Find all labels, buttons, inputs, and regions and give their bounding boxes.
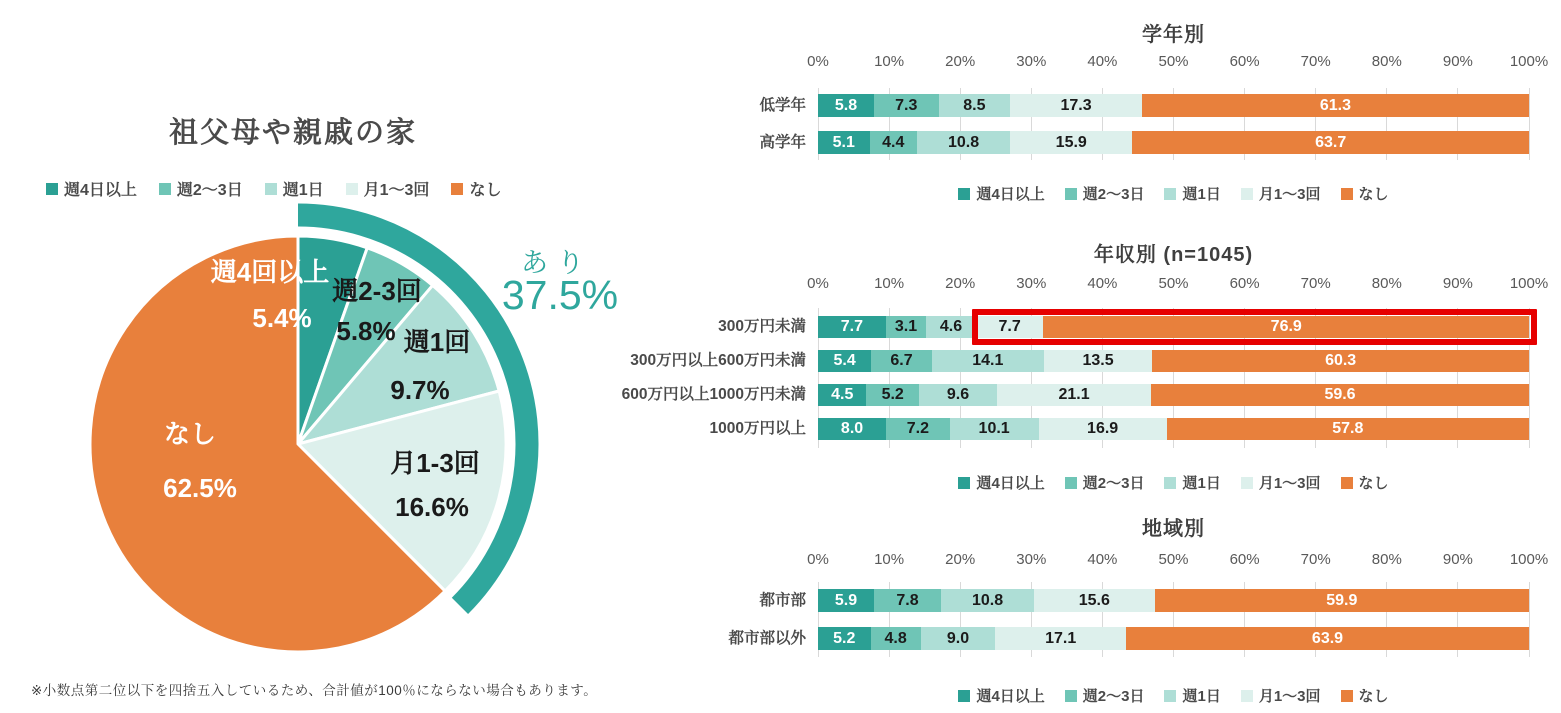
legend-label: 週4日以上 (976, 688, 1045, 705)
axis-tick-label: 10% (874, 551, 905, 568)
bar-segment (1167, 418, 1529, 440)
bars-area (818, 88, 1529, 160)
bar-segment-value: 9.0 (946, 629, 970, 647)
stacked-bar-row (818, 350, 1529, 372)
axis-tick-label: 90% (1442, 275, 1473, 292)
bar-plot (586, 88, 1529, 160)
legend-item (1241, 183, 1321, 204)
legend-item (46, 177, 137, 200)
pie-slice-label: 週1回 (403, 327, 471, 357)
legend-item (265, 177, 324, 200)
bar-segment-value: 4.8 (884, 629, 907, 647)
bars-area (818, 308, 1529, 448)
legend-swatch-icon (1341, 477, 1353, 489)
axis-tick-label: 30% (1016, 53, 1047, 70)
bar-segment-value: 7.3 (895, 96, 918, 114)
pie-chart-panel (0, 0, 620, 713)
bar-segment (1010, 94, 1142, 117)
bar-segment-value: 10.8 (947, 133, 980, 151)
row-label: 高学年 (759, 134, 806, 151)
legend-item (1341, 183, 1389, 204)
bar-segment-value: 57.8 (1332, 420, 1364, 437)
bar-segment (1039, 418, 1167, 440)
bar-segment-value: 4.6 (939, 318, 963, 335)
axis-tick-label: 50% (1158, 551, 1189, 568)
row-label-column (586, 88, 818, 160)
legend-label: なし (1358, 186, 1389, 203)
pie-slice-label: なし (163, 419, 216, 449)
axis-tick-label: 40% (1087, 551, 1118, 568)
axis-tick-label: 100% (1509, 53, 1549, 70)
bar-segment (939, 94, 1011, 117)
bar-segment-value: 21.1 (1058, 386, 1090, 403)
row-label: 都市部以外 (728, 630, 806, 647)
axis-tick-label: 40% (1087, 53, 1118, 70)
bar-segment-value: 7.2 (906, 420, 929, 437)
legend-label: 週2〜3日 (176, 182, 243, 199)
bar-segment (1010, 131, 1132, 154)
axis-tick-label: 20% (945, 551, 976, 568)
axis-tick-label: 60% (1229, 275, 1260, 292)
bar-segment-value: 9.6 (946, 386, 970, 403)
legend-swatch-icon (1341, 690, 1353, 702)
axis-tick-label: 70% (1300, 275, 1331, 292)
pie-slice-value: 5.8% (336, 316, 396, 346)
bar-segment (871, 627, 921, 650)
legend-swatch-icon (1241, 690, 1253, 702)
bars-area (818, 582, 1529, 657)
axis-tick-label: 80% (1371, 53, 1402, 70)
legend-label: 週2〜3日 (1082, 186, 1145, 203)
axis-tick-label: 90% (1442, 53, 1473, 70)
row-label: 300万円未満 (718, 318, 806, 335)
legend-item (1065, 183, 1145, 204)
bar-segment-value: 5.2 (881, 386, 904, 403)
legend-swatch-icon (958, 477, 970, 489)
bar-segment (870, 131, 917, 154)
bar-segment (818, 94, 874, 117)
bar-segment-value: 10.1 (978, 420, 1010, 437)
row-label-column (586, 308, 818, 448)
bar-segment-value: 5.8 (834, 96, 858, 114)
axis-tick-label: 90% (1442, 551, 1473, 568)
stacked-bar-row (818, 627, 1529, 650)
pie-annotation-label: あり (521, 248, 593, 278)
bar-segment-value: 61.3 (1319, 96, 1351, 114)
axis-tick-label: 50% (1158, 53, 1189, 70)
axis-tick-label: 0% (807, 551, 829, 568)
axis-tick-label: 30% (1016, 275, 1047, 292)
legend-label: 月1〜3回 (1258, 475, 1321, 492)
legend-label: 月1〜3回 (1258, 186, 1321, 203)
pie-chart-title: 祖父母や親戚の家 (168, 117, 417, 149)
bar-segment (1142, 94, 1529, 117)
bar-segment (950, 418, 1039, 440)
bar-segment-value: 7.8 (896, 591, 919, 609)
bar-chart-title: 年収別 (n=1045) (1093, 244, 1254, 266)
bar-segment-value: 63.7 (1315, 133, 1347, 151)
bar-segment (926, 316, 975, 338)
legend-swatch-icon (1164, 477, 1176, 489)
bar-segment (1151, 384, 1529, 406)
axis-tick-label: 50% (1158, 275, 1189, 292)
legend-swatch-icon (1065, 188, 1077, 200)
legend-label: 週1日 (282, 182, 324, 199)
bar-chart-legend (818, 183, 1529, 204)
bar-segment (818, 418, 886, 440)
legend-label: 週4日以上 (64, 182, 137, 199)
bar-chart-income (586, 238, 1549, 493)
pie-slice-label: 週4回以上 (210, 257, 330, 287)
bar-plot (586, 582, 1529, 657)
stacked-bar-row (818, 589, 1529, 612)
x-axis (807, 551, 1549, 571)
legend-label: 月1〜3回 (1258, 688, 1321, 705)
stacked-bar-row (818, 384, 1529, 406)
bar-segment (874, 589, 941, 612)
bar-segment (941, 589, 1034, 612)
bar-segment-value: 5.1 (832, 133, 855, 151)
bar-charts-panel (586, 0, 1549, 713)
bar-segment-value: 10.8 (971, 591, 1004, 609)
highlight-red-box (972, 309, 1537, 345)
axis-tick-label: 80% (1371, 551, 1402, 568)
legend-swatch-icon (1241, 477, 1253, 489)
axis-tick-label: 40% (1087, 275, 1118, 292)
axis-tick-label: 30% (1016, 551, 1047, 568)
bar-segment (919, 384, 997, 406)
stacked-bar-row (818, 418, 1529, 440)
bar-segment (917, 131, 1010, 154)
row-label: 都市部 (759, 592, 806, 609)
axis-tick-label: 10% (874, 275, 905, 292)
axis-tick-label: 0% (807, 53, 829, 70)
legend-item (1341, 685, 1389, 706)
bar-segment (818, 131, 870, 154)
footnote: ※小数点第二位以下を四捨五入しているため、合計値が100％にならない場合もあります。 (31, 683, 598, 698)
pie-slice-value: 5.4% (252, 303, 312, 333)
bar-segment-value: 8.0 (840, 420, 864, 437)
axis-tick-label: 80% (1371, 275, 1402, 292)
legend-label: 月1〜3回 (363, 182, 430, 199)
legend-item (1241, 472, 1321, 493)
pie-annotation-value: 37.5% (501, 272, 619, 318)
bar-segment-value: 6.7 (890, 352, 913, 369)
bar-segment-value: 59.6 (1324, 386, 1356, 403)
legend-item (1164, 472, 1220, 493)
legend-item (1164, 183, 1220, 204)
bar-segment (921, 627, 996, 650)
row-label-column (586, 582, 818, 657)
bar-segment-value: 7.7 (998, 318, 1021, 335)
legend-label: 週4日以上 (976, 475, 1045, 492)
bar-segment (866, 384, 919, 406)
row-label: 300万円以上600万円未満 (630, 352, 806, 369)
bar-segment-value: 59.9 (1326, 591, 1358, 609)
legend-item (958, 472, 1044, 493)
row-label: 600万円以上1000万円未満 (621, 386, 806, 403)
x-axis (807, 53, 1549, 73)
x-axis (807, 275, 1549, 295)
bar-plot (586, 308, 1529, 448)
bar-segment-value: 7.7 (840, 318, 863, 335)
stacked-bar-row (818, 316, 1529, 338)
bar-chart-region (586, 512, 1549, 706)
bar-segment-value: 16.9 (1087, 420, 1119, 437)
pie-slice-label: 週2-3回 (332, 276, 422, 306)
bar-segment (932, 350, 1044, 372)
axis-tick-label: 70% (1300, 53, 1331, 70)
legend-swatch-icon (265, 183, 277, 195)
bar-segment-value: 17.3 (1060, 96, 1092, 114)
bar-segment-value: 4.4 (882, 133, 905, 151)
bar-chart-title: 学年別 (1142, 24, 1205, 46)
bar-segment-value: 4.5 (831, 386, 854, 403)
axis-tick-label: 20% (945, 53, 976, 70)
stacked-bar-row (818, 131, 1529, 154)
bar-segment-value: 5.2 (833, 629, 856, 647)
bar-segment (997, 384, 1151, 406)
legend-swatch-icon (1065, 477, 1077, 489)
axis-tick-label: 60% (1229, 53, 1260, 70)
legend-label: 週1日 (1182, 688, 1221, 705)
legend-swatch-icon (1065, 690, 1077, 702)
legend-swatch-icon (1164, 690, 1176, 702)
bar-chart-title: 地域別 (1142, 518, 1205, 540)
legend-swatch-icon (1241, 188, 1253, 200)
bar-segment (874, 94, 939, 117)
axis-tick-label: 100% (1509, 275, 1549, 292)
legend-item (1065, 472, 1145, 493)
bar-segment (1126, 627, 1529, 650)
pie-legend (46, 177, 501, 200)
bar-segment-value: 15.9 (1055, 133, 1087, 151)
legend-label: なし (1358, 688, 1389, 705)
bar-segment (818, 589, 874, 612)
bar-segment-value: 13.5 (1082, 352, 1114, 369)
legend-swatch-icon (451, 183, 463, 195)
pie-slice-value: 16.6% (395, 492, 469, 522)
legend-item (1241, 685, 1321, 706)
legend-item (958, 685, 1044, 706)
axis-tick-label: 100% (1509, 551, 1549, 568)
bar-segment-value: 8.5 (963, 96, 986, 114)
legend-label: 週4日以上 (976, 186, 1045, 203)
legend-label: 週2〜3日 (1082, 688, 1145, 705)
legend-label: なし (1358, 475, 1389, 492)
legend-item (346, 177, 430, 200)
row-label: 1000万円以上 (709, 420, 806, 437)
legend-label: 週1日 (1182, 475, 1221, 492)
bar-segment-value: 3.1 (894, 318, 918, 335)
pie-slice-label: 月1-3回 (390, 448, 480, 478)
legend-swatch-icon (958, 690, 970, 702)
pie-slice-value: 9.7% (390, 375, 450, 405)
bar-segment-value: 15.6 (1078, 591, 1110, 609)
bar-segment-value: 63.9 (1311, 629, 1344, 647)
bar-segment (818, 350, 871, 372)
axis-tick-label: 20% (945, 275, 976, 292)
legend-swatch-icon (46, 183, 58, 195)
legend-item (159, 177, 243, 200)
bar-segment-value: 60.3 (1325, 352, 1357, 369)
legend-label: 週2〜3日 (1082, 475, 1145, 492)
legend-item (958, 183, 1044, 204)
bar-segment (886, 418, 950, 440)
legend-item (1065, 685, 1145, 706)
legend-swatch-icon (958, 188, 970, 200)
row-label: 低学年 (759, 97, 806, 114)
axis-tick-label: 70% (1300, 551, 1331, 568)
legend-swatch-icon (1341, 188, 1353, 200)
bar-segment-value: 76.9 (1270, 318, 1302, 335)
axis-tick-label: 10% (874, 53, 905, 70)
bar-chart-legend (818, 685, 1529, 706)
bar-segment (1152, 350, 1529, 372)
axis-tick-label: 0% (807, 275, 829, 292)
bar-segment (1155, 589, 1529, 612)
bar-segment-value: 17.1 (1045, 629, 1077, 647)
legend-item (1164, 685, 1220, 706)
bar-segment (1044, 350, 1153, 372)
legend-item (1341, 472, 1389, 493)
bar-segment-value: 5.4 (833, 352, 856, 369)
legend-item (451, 177, 501, 200)
bar-segment (818, 384, 866, 406)
bar-chart-grade (586, 18, 1549, 204)
bar-segment-value: 14.1 (972, 352, 1004, 369)
bar-segment (818, 316, 886, 338)
bar-segment-value: 5.9 (834, 591, 858, 609)
stacked-bar-row (818, 94, 1529, 117)
legend-swatch-icon (346, 183, 358, 195)
legend-label: なし (469, 182, 502, 199)
pie-slice-value: 62.5% (163, 473, 237, 503)
bar-segment (886, 316, 927, 338)
legend-swatch-icon (1164, 188, 1176, 200)
legend-swatch-icon (159, 183, 171, 195)
axis-tick-label: 60% (1229, 551, 1260, 568)
bar-chart-legend (818, 472, 1529, 493)
bar-segment (818, 627, 871, 650)
bar-segment (995, 627, 1126, 650)
bar-segment (1034, 589, 1155, 612)
bar-segment (1132, 131, 1529, 154)
bar-segment (871, 350, 932, 372)
legend-label: 週1日 (1182, 186, 1221, 203)
